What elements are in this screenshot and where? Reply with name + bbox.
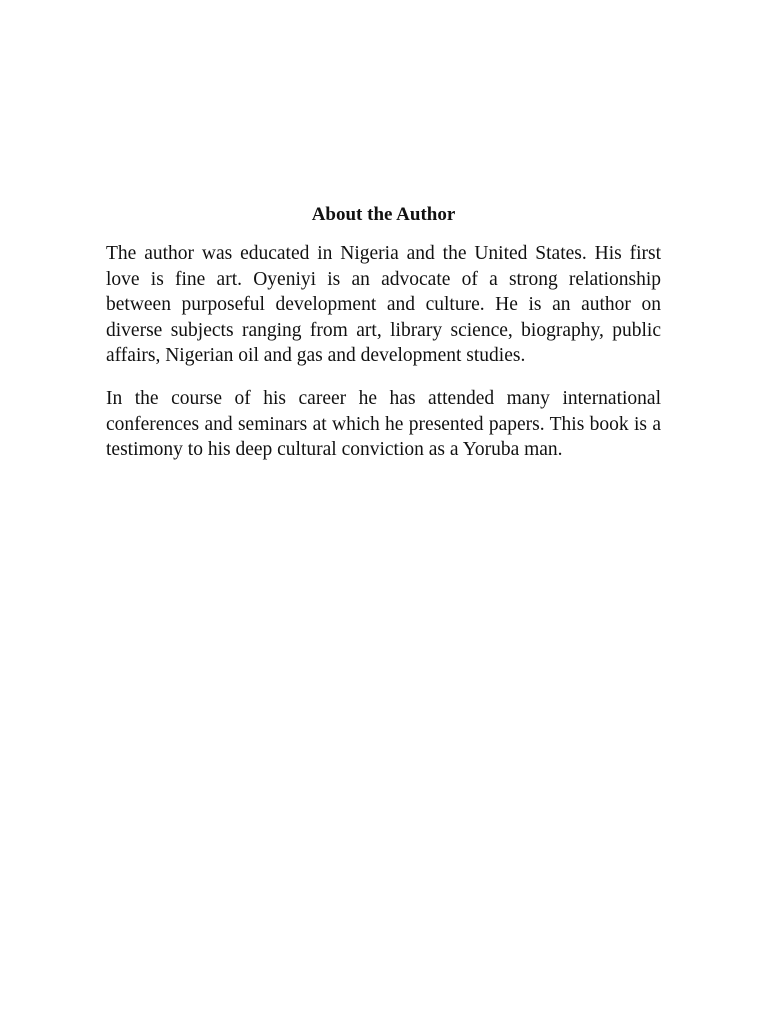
page-title: About the Author — [311, 204, 456, 225]
paragraph-1: The author was educated in Nigeria and the United States. His first love is fine art. Oyeniyi is an advocate of a strong relationship between purposeful development and culture. He is an author on diverse subjects ranging from art, library science, biography, public affairs, Nigerian oil and gas and development studies. — [106, 243, 661, 367]
paragraph-2: In the course of his career he has attended many international conferences and seminars at which he presented papers. This book is a testimony to his deep cultural conviction as a Yoruba man. — [106, 387, 661, 461]
page-content — [106, 203, 661, 480]
